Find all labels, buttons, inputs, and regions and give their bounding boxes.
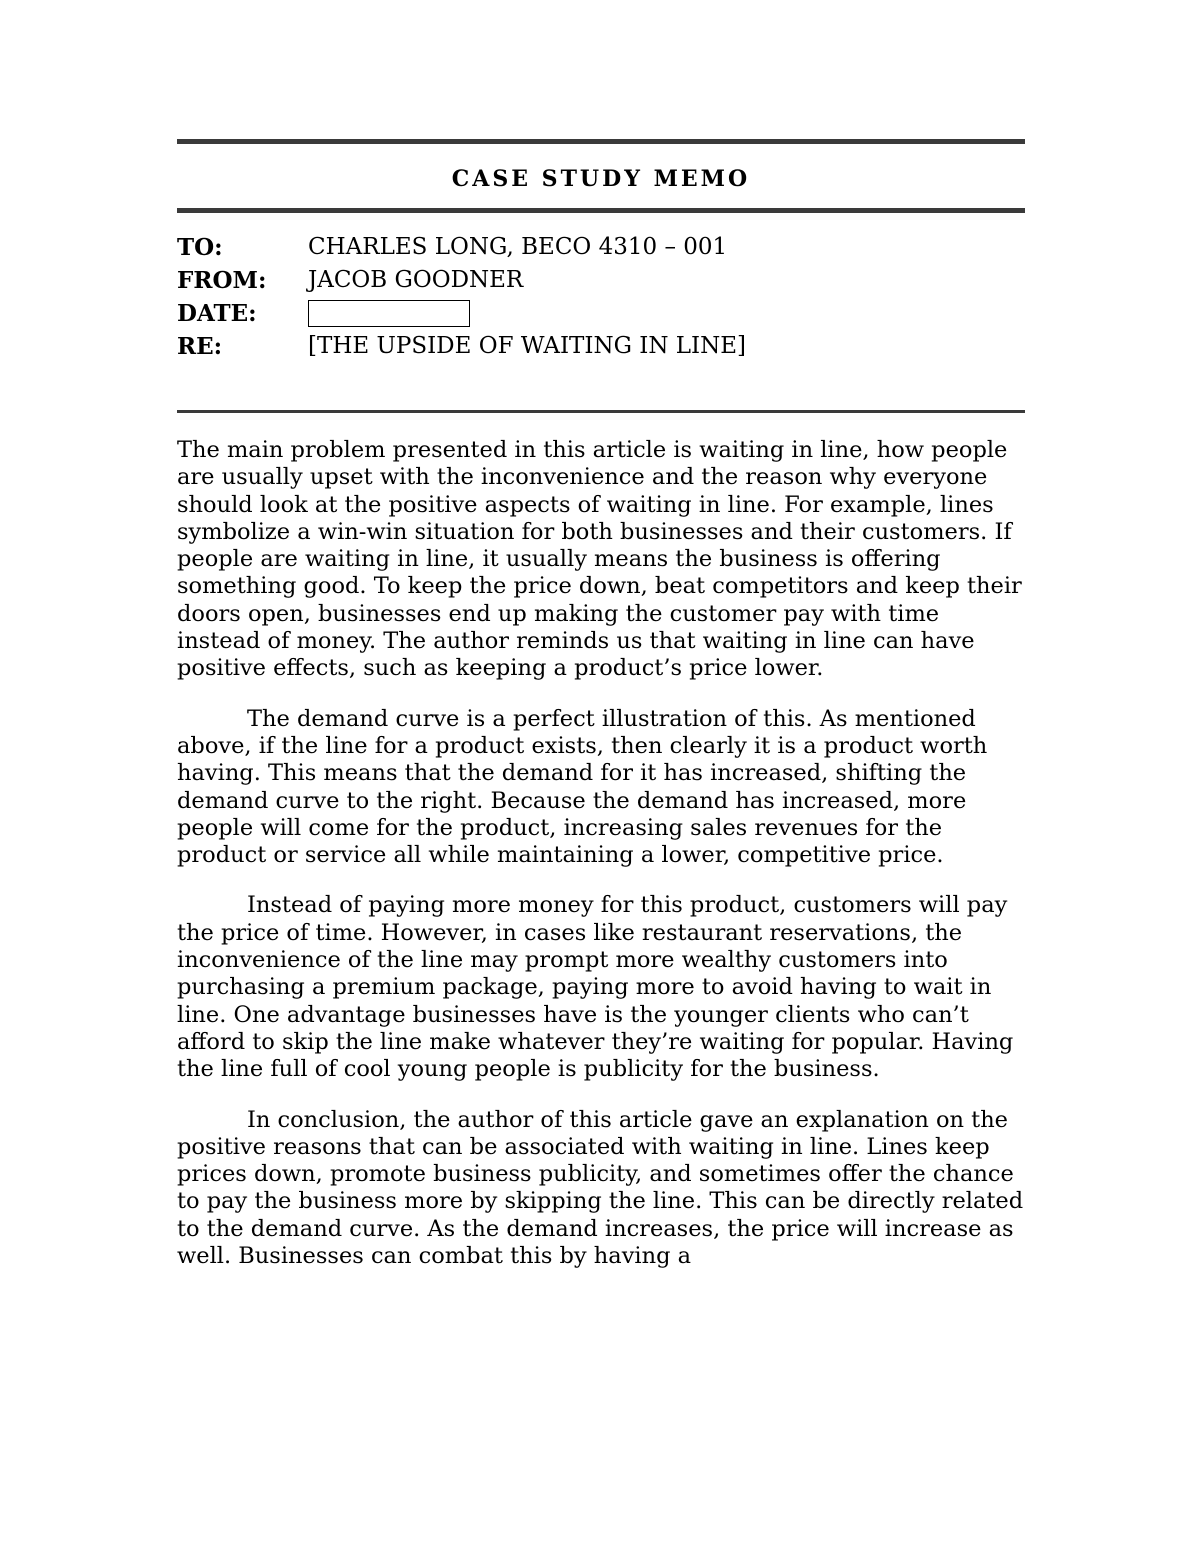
re-value: [THE UPSIDE OF WAITING IN LINE] xyxy=(308,333,747,359)
to-label: TO: xyxy=(177,234,223,261)
re-label: RE: xyxy=(177,333,223,360)
memo-body xyxy=(177,437,1025,1270)
from-label: FROM: xyxy=(177,267,267,294)
memo-header xyxy=(177,231,1025,363)
body-paragraph-1: The main problem presented in this article is waiting in line, how people are usually upset with the inconvenience and the reason why everyone should look at the positive aspects of waiting in line. For example, lines symbolize a win-win situation for both businesses and their customers. If people are waiting in line, it usually means the business is offering something good. To keep the price down, beat competitors and keep their doors open, businesses end up making the customer pay with time instead of money. The author reminds us that waiting in line can have positive effects, such as keeping a product’s price lower. xyxy=(177,437,1022,682)
to-row xyxy=(177,231,1025,264)
title-rule xyxy=(177,208,1025,213)
body-paragraph-3: Instead of paying more money for this product, customers will pay the price of time. However, in cases like restaurant reservations, the inconvenience of the line may prompt more wealthy customers into purchasing a premium package, paying more to avoid having to wait in line. One advantage businesses have is the younger clients who can’t afford to skip the line make whatever they’re waiting for popular. Having the line full of cool young people is publicity for the business. xyxy=(177,892,1014,1083)
date-label: DATE: xyxy=(177,300,257,327)
from-value: JACOB GOODNER xyxy=(308,267,524,293)
re-row xyxy=(177,330,1025,363)
body-paragraph-4: In conclusion, the author of this article gave an explanation on the positive reasons that can be associated with waiting in line. Lines keep prices down, promote business publicity, and sometimes offer the chance to pay the business more by skipping the line. This can be directly related to the demand curve. As the demand increases, the price will increase as well. Businesses can combat this by having a xyxy=(177,1106,1024,1270)
body-paragraph-2: The demand curve is a perfect illustration of this. As mentioned above, if the line for a product exists, then clearly it is a product worth having. This means that the demand for it has increased, shifting the demand curve to the right. Because the demand has increased, more people will come for the product, increasing sales revenues for the product or service all while maintaining a lower, competitive price. xyxy=(177,705,988,869)
memo-page xyxy=(177,139,1025,1293)
memo-title: CASE STUDY MEMO xyxy=(451,166,751,192)
from-row xyxy=(177,264,1025,297)
header-rule xyxy=(177,410,1025,413)
date-row xyxy=(177,297,1025,330)
date-field[interactable] xyxy=(308,300,470,327)
to-value: CHARLES LONG, BECO 4310 – 001 xyxy=(308,234,728,260)
